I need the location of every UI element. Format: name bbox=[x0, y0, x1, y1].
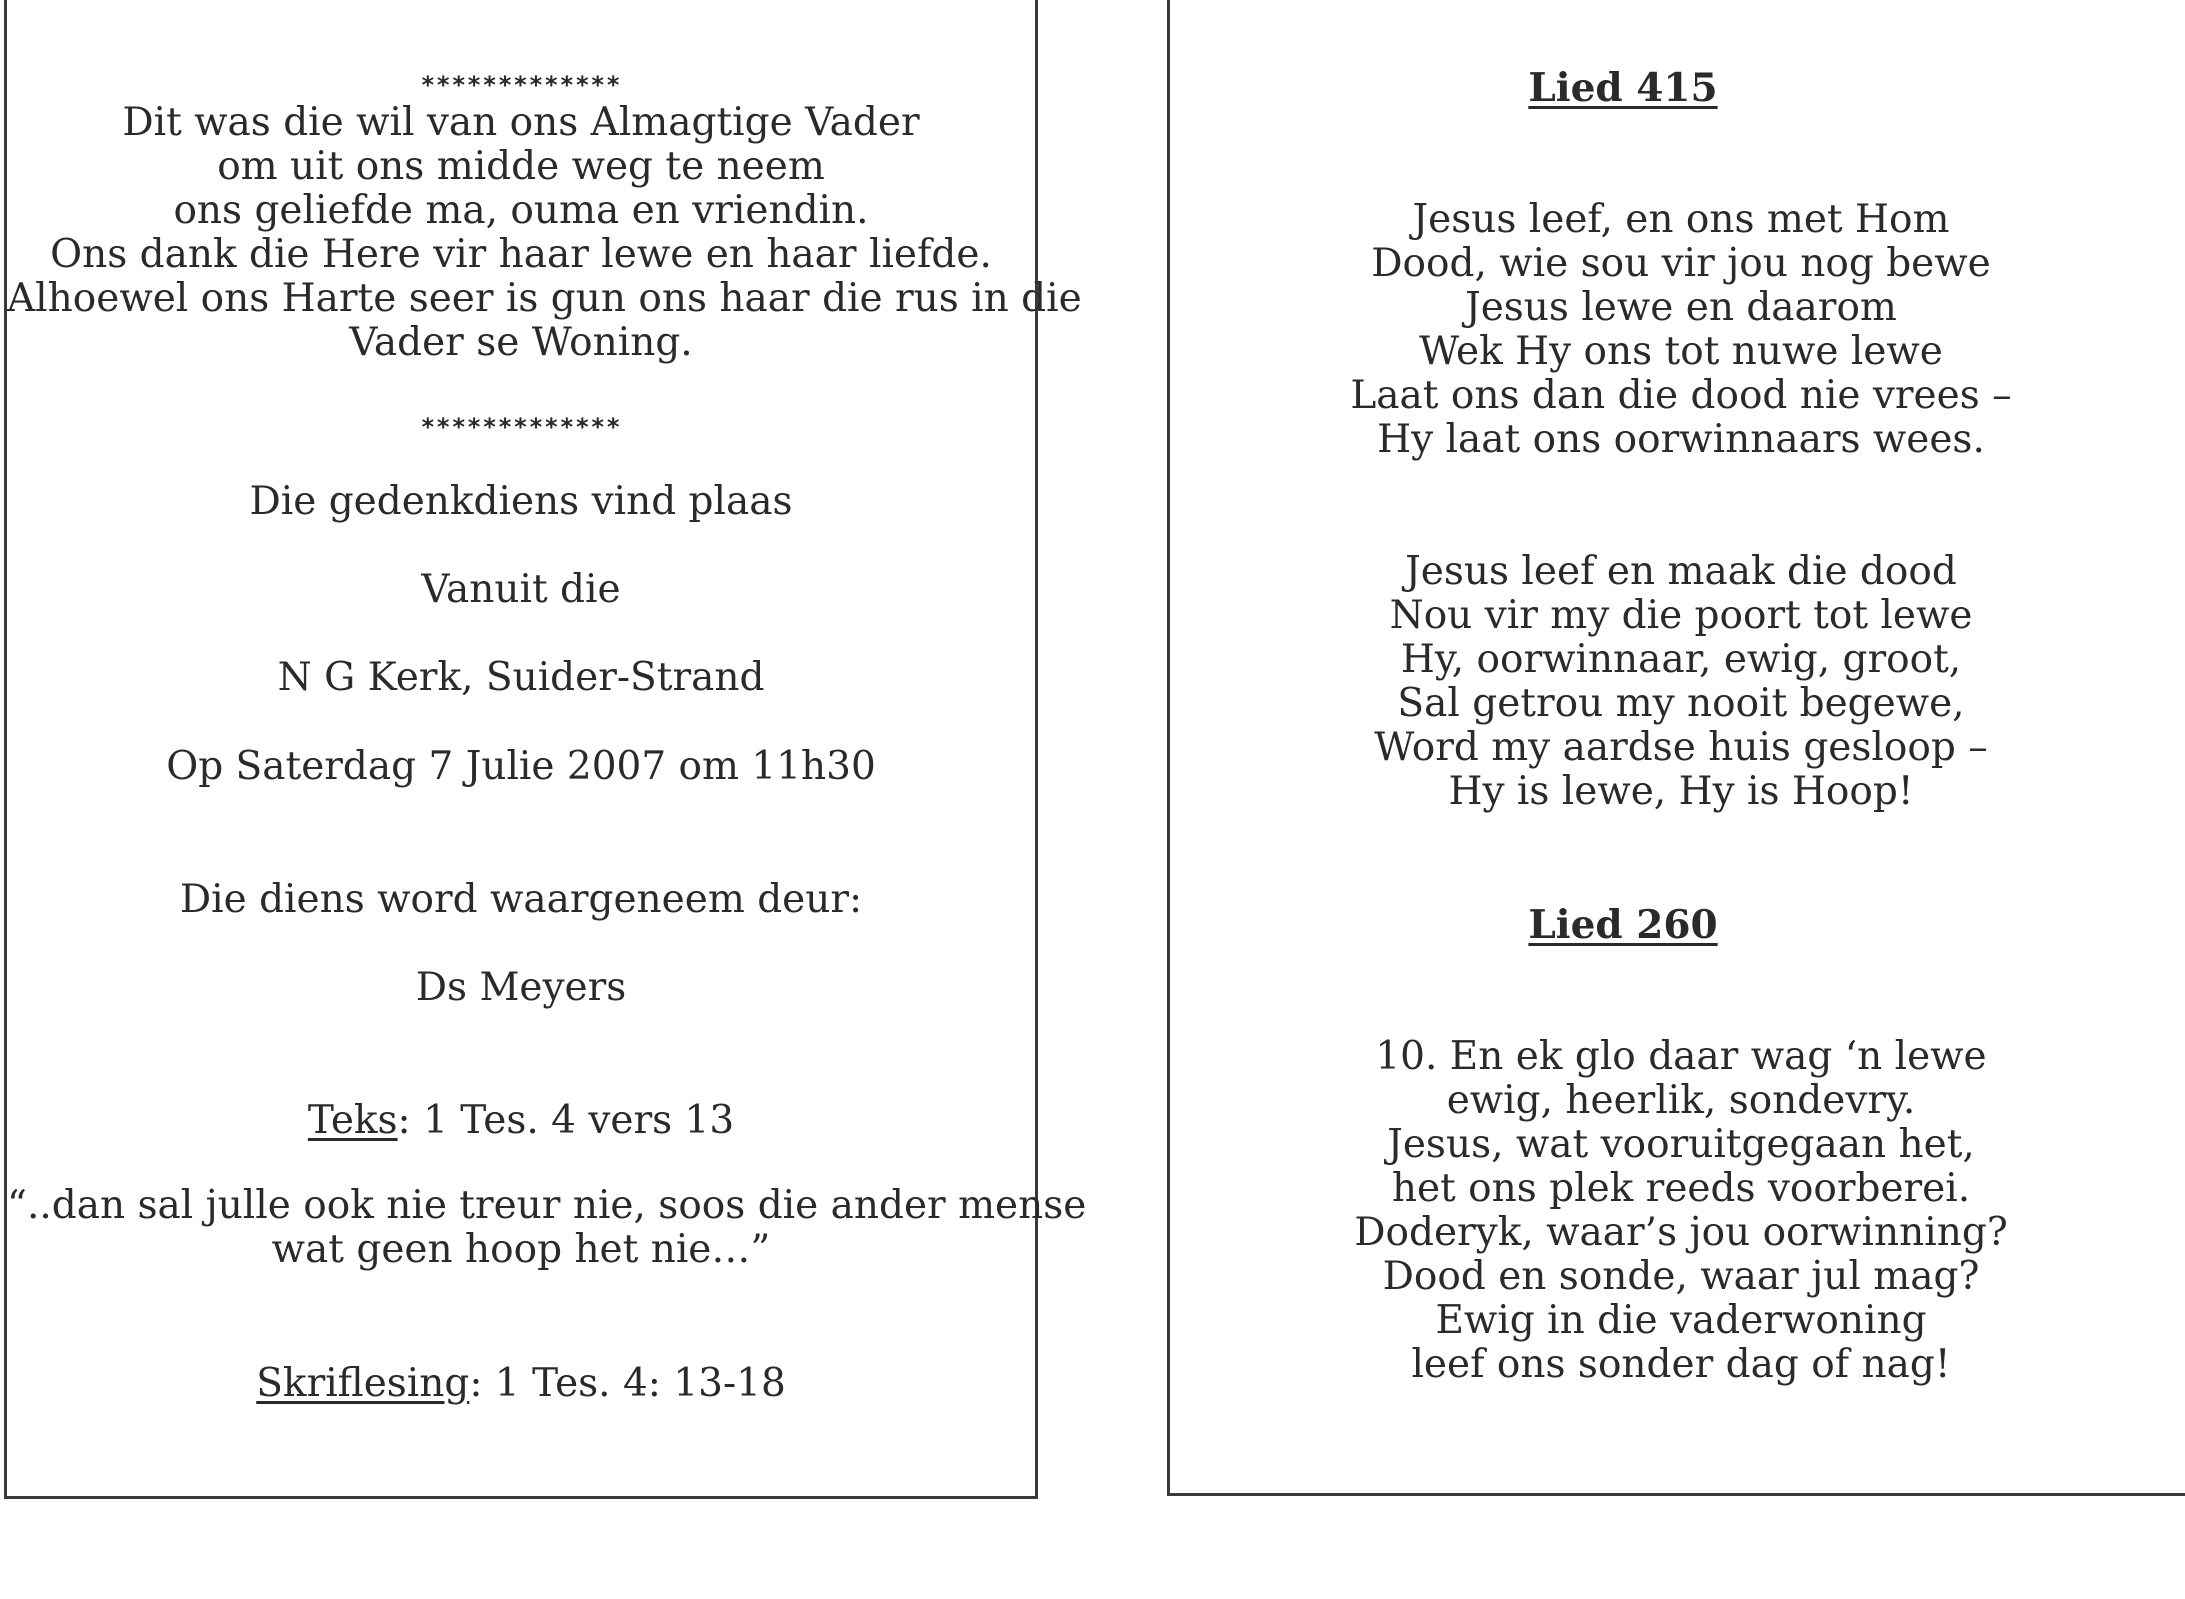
hymn-line: Wek Hy ons tot nuwe lewe bbox=[1419, 329, 1943, 374]
hymn-line: Sal getrou my nooit begewe, bbox=[1397, 681, 1965, 726]
scripture-text bbox=[7, 1099, 1035, 1143]
hymn-line: Jesus lewe en daarom bbox=[1465, 285, 1897, 330]
hymn-line: Hy is lewe, Hy is Hoop! bbox=[1448, 769, 1914, 814]
quote-line: wat geen hoop het nie…” bbox=[271, 1227, 771, 1272]
tribute-line: Ons dank die Here vir haar lewe en haar liefde. bbox=[50, 232, 992, 277]
hymn-260-verse bbox=[1170, 1035, 2185, 1387]
hymn-line: Laat ons dan die dood nie vrees – bbox=[1350, 373, 2012, 418]
tribute-line: Vader se Woning. bbox=[349, 320, 693, 365]
service-intro: Die gedenkdiens vind plaas bbox=[249, 479, 793, 524]
hymn-line: 10. En ek glo daar wag ‘n lewe bbox=[1375, 1034, 1987, 1079]
scripture-reading-ref: : 1 Tes. 4: 13-18 bbox=[469, 1361, 786, 1406]
hymn-line: Jesus leef en maak die dood bbox=[1405, 549, 1957, 594]
decorative-stars-bottom: ************* bbox=[420, 413, 622, 441]
hymn-line: Hy, oorwinnaar, ewig, groot, bbox=[1400, 637, 1962, 682]
hymn-line: Hy laat ons oorwinnaars wees. bbox=[1377, 417, 1985, 462]
hymn-line: leef ons sonder dag of nag! bbox=[1411, 1342, 1951, 1387]
tribute-line: Alhoewel ons Harte seer is gun ons haar die rus in die bbox=[7, 276, 1082, 321]
church-name: N G Kerk, Suider-Strand bbox=[277, 655, 765, 700]
hymn-line: Dood en sonde, waar jul mag? bbox=[1382, 1254, 1980, 1299]
hymn-415-verse-2 bbox=[1170, 550, 2185, 814]
scripture-quote bbox=[7, 1183, 1087, 1272]
hymn-line: Jesus, wat vooruitgegaan het, bbox=[1387, 1122, 1975, 1167]
officiant-name: Ds Meyers bbox=[415, 965, 627, 1010]
hymn-415-title: Lied 415 bbox=[1528, 65, 1718, 111]
left-page bbox=[4, 0, 1087, 1499]
scripture-reading bbox=[7, 1362, 1035, 1406]
hymn-line: Doderyk, waar’s jou oorwinning? bbox=[1354, 1210, 2008, 1255]
decorative-stars-top: ************* bbox=[420, 71, 622, 99]
tribute-line: ons geliefde ma, ouma en vriendin. bbox=[173, 188, 869, 233]
hymn-415-verse-1 bbox=[1170, 198, 2185, 462]
officiant-intro: Die diens word waargeneem deur: bbox=[179, 877, 863, 922]
right-page bbox=[1167, 0, 2185, 1496]
hymn-line: Nou vir my die poort tot lewe bbox=[1389, 593, 1973, 638]
quote-line: “..dan sal julle ook nie treur nie, soos die ander mense bbox=[7, 1183, 1087, 1228]
hymn-line: Jesus leef, en ons met Hom bbox=[1412, 197, 1950, 242]
scripture-reading-label: Skriflesing bbox=[256, 1361, 470, 1406]
tribute-line: Dit was die wil van ons Almagtige Vader bbox=[122, 100, 920, 145]
hymn-line: Word my aardse huis gesloop – bbox=[1374, 725, 1988, 770]
scripture-text-label: Teks bbox=[307, 1098, 398, 1143]
scripture-text-ref: : 1 Tes. 4 vers 13 bbox=[397, 1098, 735, 1143]
hymn-line: het ons plek reeds voorberei. bbox=[1391, 1166, 1971, 1211]
hymn-line: Dood, wie sou vir jou nog bewe bbox=[1371, 241, 1991, 286]
service-date: Op Saterdag 7 Julie 2007 om 11h30 bbox=[166, 744, 876, 789]
service-vanuit: Vanuit die bbox=[421, 567, 621, 612]
hymn-260-title: Lied 260 bbox=[1528, 902, 1718, 948]
tribute-line: om uit ons midde weg te neem bbox=[217, 144, 825, 189]
hymn-line: Ewig in die vaderwoning bbox=[1435, 1298, 1927, 1343]
tribute-text bbox=[7, 100, 1082, 365]
hymn-line: ewig, heerlik, sondevry. bbox=[1446, 1078, 1916, 1123]
